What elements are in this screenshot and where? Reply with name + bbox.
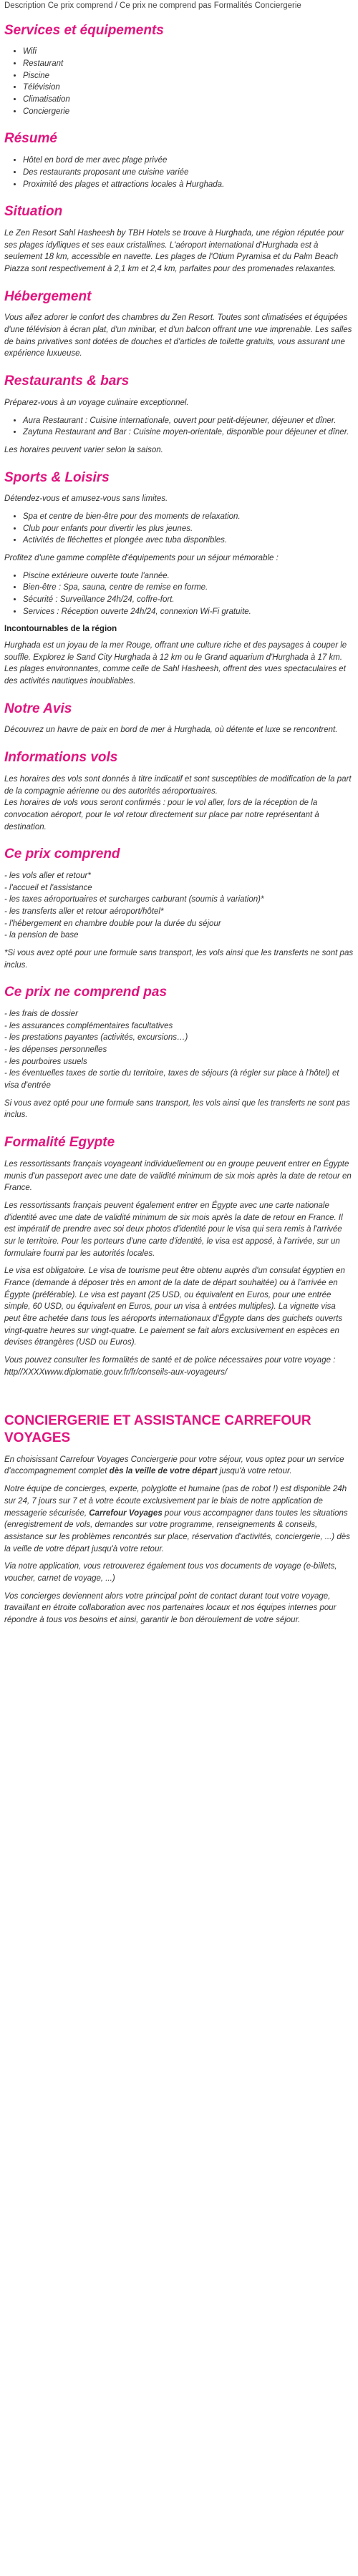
- vols-text-2: Les horaires de vols vous seront confirmés : pour le vol aller, lors de la réception de la convocation aéroport, pour le vol retour directement sur place par notre représentant à destination.: [4, 799, 319, 831]
- formalite-title: Formalité Egypte: [4, 1135, 115, 1151]
- text-span: pour vous accompagner dans toutes les situations (enregistrement de vols, demandes sur votre programme, renseignements & conseils, assistance sur les problèmes rencontrés sur place, réservation d'activités, conciergerie, ...) dès la veille de votre départ jusqu'à votre retour.: [4, 1508, 350, 1553]
- comprend-list: [4, 870, 354, 942]
- list-item: • Des restaurants proposant une cuisine variée: [23, 167, 354, 179]
- list-item: - les prestations payantes (activités, excursions…): [4, 1033, 188, 1043]
- list-item: - les dépenses personnelles: [4, 1045, 107, 1055]
- services-list: [4, 46, 354, 117]
- vols-text-1: Les horaires des vols sont donnés à titre indicatif et sont susceptibles de modification de la part de la compagnie aérienne ou des autorités aéroportuaires.: [4, 774, 352, 796]
- list-item: • Zaytuna Restaurant and Bar : Cuisine moyen-orientale, disponible pour déjeuner et dîner.: [23, 426, 354, 439]
- list-item: • Proximité des plages et attractions locales à Hurghada.: [23, 179, 354, 191]
- situation-text: Le Zen Resort Sahl Hasheesh by TBH Hotels se trouve à Hurghada, une région réputée pour ses plages idylliques et ses eaux cristallines. L'aéroport international d'Hurghada est à seulement 18 km, accessible en navette. Les plages de l'Otium Pyramisa et du Palm Beach Piazza sont respectivement à 2,1 km et 2,4 km, parfaites pour des promenades relaxantes.: [4, 228, 344, 273]
- list-item: - les éventuelles taxes de sortie du territoire, taxes de séjours (à régler sur place à l'hôtel) et visa d'entrée: [4, 1069, 339, 1091]
- list-item: - l'accueil et l'assistance: [4, 883, 92, 892]
- restaurants-note: Les horaires peuvent varier selon la saison.: [4, 445, 163, 454]
- conciergerie-text-2: [4, 1483, 354, 1555]
- list-item: • Aura Restaurant : Cuisine internationale, ouvert pour petit-déjeuner, déjeuner et dîner.: [23, 415, 354, 427]
- conciergerie-title: CONCIERGERIE ET ASSISTANCE CARREFOUR VOYAGES: [4, 1413, 311, 1446]
- sports-intro: Détendez-vous et amusez-vous sans limites.: [4, 494, 168, 504]
- list-item: - les pourboires usuels: [4, 1057, 87, 1066]
- list-item: • Restaurant: [23, 58, 354, 70]
- comprend-title: Ce prix comprend: [4, 847, 120, 862]
- sports-intro2: Profitez d'une gamme complète d'équipements pour un séjour mémorable :: [4, 553, 279, 562]
- services-title: Services et équipements: [4, 22, 164, 38]
- equipments-list: [4, 570, 354, 618]
- ne-comprend-section: [4, 984, 354, 1121]
- resume-title: Résumé: [4, 131, 57, 147]
- situation-title: Situation: [4, 204, 63, 220]
- vols-section: [4, 749, 354, 833]
- text-span: En choisissant Carrefour Voyages Conciergerie pour votre séjour, vous optez pour un service d'accompagnement complet: [4, 1455, 344, 1476]
- list-item: - les assurances complémentaires facultatives: [4, 1021, 173, 1030]
- list-item: • Wifi: [23, 46, 354, 58]
- list-item: - l'hébergement en chambre double pour la durée du séjour: [4, 919, 221, 928]
- restaurants-title: Restaurants & bars: [4, 374, 130, 389]
- ne-comprend-list: [4, 1008, 354, 1092]
- services-section: [4, 22, 354, 118]
- avis-title: Notre Avis: [4, 701, 72, 716]
- ne-comprend-title: Ce prix ne comprend pas: [4, 985, 168, 1000]
- text-bold: Carrefour Voyages: [89, 1508, 163, 1518]
- sports-list: [4, 511, 354, 547]
- formalite-link[interactable]: http//XXXXwww.diplomatie.gouv.fr/fr/conseils-aux-voyageurs/: [4, 1367, 228, 1377]
- list-item: • Télévision: [23, 82, 354, 94]
- avis-section: [4, 701, 354, 736]
- tab-bar[interactable]: Description Ce prix comprend / Ce prix ne comprend pas Formalités Conciergerie: [4, 1, 301, 10]
- text-bold: dès la veille de votre départ: [109, 1467, 218, 1476]
- sports-title: Sports & Loisirs: [4, 469, 110, 485]
- vols-title: Informations vols: [4, 750, 118, 766]
- list-item: • Sécurité : Surveillance 24h/24, coffre-fort.: [23, 594, 354, 606]
- list-item: - les transferts aller et retour aéroport/hôtel*: [4, 907, 164, 916]
- resume-section: [4, 130, 354, 190]
- resume-list: [4, 155, 354, 190]
- formalite-text-3: Le visa est obligatoire. Le visa de tourisme peut être obtenu auprès d'un consulat égyptien en France (demande à déposer très en amont de la date de départ souhaitée) ou à l'arrivée en Égypte (préférable). Le visa est payant (25 USD, ou équivalent en Euros, pour une entrée simple, 60 USD, ou équivalent en Euros, pour un visa à entrées multiples). La vignette visa peut être achetée dans tous les aéroports internationaux d'Égypte dans des guichets ouverts vingt-quatre heures sur vingt-quatre. Le paiement se fait alors exclusivement en espèces en devises étrangères (USD ou Euros).: [4, 1267, 345, 1347]
- list-item: • Bien-être : Spa, sauna, centre de remise en forme.: [23, 582, 354, 594]
- hebergement-title: Hébergement: [4, 288, 92, 304]
- text-span: jusqu'à votre retour.: [217, 1467, 292, 1476]
- list-item: - la pension de base: [4, 931, 79, 940]
- comprend-note: *Si vous avez opté pour une formule sans transport, les vols ainsi que les transferts ne sont pas inclus.: [4, 949, 354, 970]
- list-item: - les frais de dossier: [4, 1010, 78, 1019]
- conciergerie-section: [4, 1413, 354, 1626]
- list-item: • Hôtel en bord de mer avec plage privée: [23, 155, 354, 167]
- restaurants-list: [4, 415, 354, 439]
- formalite-text-1: Les ressortissants français voyageant individuellement ou en groupe peuvent entrer en Égypte munis d'un passeport avec une date de validité minimum de six mois après la date de retour en France.: [4, 1159, 352, 1193]
- formalite-section: [4, 1134, 354, 1378]
- list-item: • Piscine extérieure ouverte toute l'année.: [23, 570, 354, 582]
- ne-comprend-note: Si vous avez opté pour une formule sans transport, les vols ainsi que les transferts ne sont pas inclus.: [4, 1098, 350, 1120]
- comprend-section: [4, 846, 354, 971]
- situation-section: [4, 203, 354, 275]
- restaurants-section: [4, 373, 354, 456]
- list-item: - les taxes aéroportuaires et surcharges carburant (soumis à variation)*: [4, 895, 264, 904]
- formalite-text-2: Les ressortissants français peuvent également entrer en Égypte avec une carte nationale d'identité avec une date de validité minimum de six mois après la date de retour en France. Il est impératif de prendre avec soi deux photos d'identité pour le visa qui sera remis à l'arrivée sur le territoire. Pour les porteurs d'une carte d'identité, le visa est apposé, à l'arrivée, sur un formulaire fourni par les autorités locales.: [4, 1201, 343, 1258]
- list-item: • Services : Réception ouverte 24h/24, connexion Wi-Fi gratuite.: [23, 606, 354, 618]
- incontournables-text: Hurghada est un joyau de la mer Rouge, offrant une culture riche et des paysages à couper le souffle. Explorez le Sand City Hurghada à 12 km ou le Grand aquarium d'Hurghada à 17 km. Les plages environnantes, comme celle de Sahl Hasheesh, offrent des vues spectaculaires et des activités nautiques inoubliables.: [4, 641, 347, 686]
- list-item: • Piscine: [23, 70, 354, 82]
- avis-text: Découvrez un havre de paix en bord de mer à Hurghada, où détente et luxe se rencontrent.: [4, 726, 338, 735]
- hebergement-text: Vous allez adorer le confort des chambres du Zen Resort. Toutes sont climatisées et équipées d'une télévision à écran plat, d'un minibar, et d'un balcon offrant une vue imprenable. Les salles de bains privatives sont dotées de douches et d'articles de toilette gratuits, vous assurant une expérience luxueuse.: [4, 313, 352, 358]
- conciergerie-text-4: Vos concierges deviennent alors votre principal point de contact durant tout votre voyage, travaillant en étroite collaboration avec nos partenaires locaux et nos équipes internes pour répondre à tous vos besoins et ainsi, garantir le bon déroulement de votre séjour.: [4, 1591, 337, 1624]
- list-item: • Club pour enfants pour divertir les plus jeunes.: [23, 523, 354, 535]
- formalite-text-4: Vous pouvez consulter les formalités de santé et de police nécessaires pour votre voyage :: [4, 1355, 336, 1365]
- text-span: Notre équipe de concierges, experte, polyglotte et humaine (pas de robot !) est disponible 24h sur 24, 7 jours sur 7 et à votre écoute exclusivement par le biais de notre application de messagerie sécurisée,: [4, 1485, 347, 1518]
- list-item: - les vols aller et retour*: [4, 871, 91, 880]
- list-item: • Climatisation: [23, 94, 354, 106]
- list-item: • Spa et centre de bien-être pour des moments de relaxation.: [23, 511, 354, 523]
- list-item: • Activités de fléchettes et plongée avec tuba disponibles.: [23, 535, 354, 547]
- conciergerie-text-3: Via notre application, vous retrouverez également tous vos documents de voyage (e-billets, voucher, carnet de voyage, ...): [4, 1562, 337, 1583]
- sports-section: [4, 469, 354, 688]
- conciergerie-text-1: [4, 1454, 354, 1478]
- incontournables-title: Incontournables de la région: [4, 625, 117, 634]
- list-item: • Conciergerie: [23, 106, 354, 118]
- restaurants-intro: Préparez-vous à un voyage culinaire exceptionnel.: [4, 398, 189, 407]
- hebergement-section: [4, 288, 354, 360]
